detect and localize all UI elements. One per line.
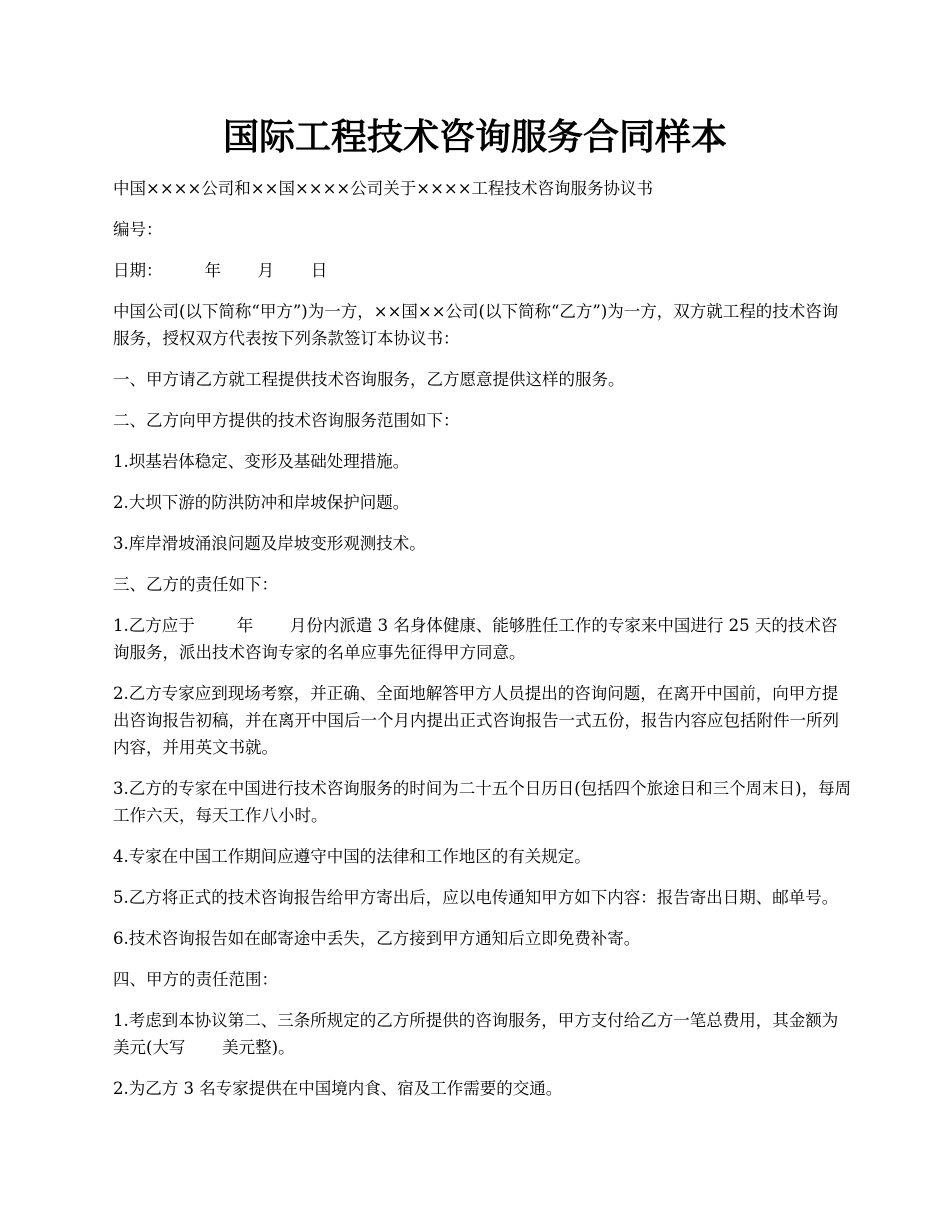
article-2-item-1: 1.坝基岩体稳定、变形及基础处理措施。	[113, 452, 410, 471]
article-1: 一、甲方请乙方就工程提供技术咨询服务，乙方愿意提供这样的服务。	[113, 370, 625, 389]
contract-date: 日期： 年 月 日	[113, 261, 328, 280]
article-3-heading: 三、乙方的责任如下：	[113, 575, 278, 594]
article-4-heading: 四、甲方的责任范围：	[113, 970, 278, 989]
article-4-item-2: 2.为乙方 3 名专家提供在中国境内食、宿及工作需要的交通。	[113, 1079, 563, 1098]
agreement-heading: 中国××××公司和××国××××公司关于××××工程技术咨询服务协议书	[113, 179, 654, 198]
document-title: 国际工程技术咨询服务合同样本	[222, 116, 727, 158]
article-3-item-5: 5.乙方将正式的技术咨询报告给甲方寄出后，应以电传通知甲方如下内容：报告寄出日期、邮单号。	[113, 888, 839, 907]
contract-number: 编号：	[113, 220, 163, 239]
article-3-item-6: 6.技术咨询报告如在邮寄途中丢失，乙方接到甲方通知后立即免费补寄。	[113, 929, 641, 948]
document-body	[113, 175, 875, 1116]
article-3-item-3: 3.乙方的专家在中国进行技术咨询服务的时间为二十五个日历日(包括四个旅途日和三个周末日)，每周工作六天，每天工作八小时。	[113, 779, 852, 825]
article-2-item-2: 2.大坝下游的防洪防冲和岸坡保护问题。	[113, 493, 410, 512]
article-4-item-1: 1.考虑到本协议第二、三条所规定的乙方所提供的咨询服务，甲方支付给乙方一笔总费用，其金额为 美元(大写 美元整)。	[113, 1011, 875, 1057]
article-2-item-3: 3.库岸滑坡涌浪问题及岸坡变形观测技术。	[113, 534, 426, 553]
preamble: 中国公司(以下简称“甲方”)为一方，××国××公司(以下简称“乙方”)为一方，双方就工程的技术咨询服务，授权双方代表按下列条款签订本协议书：	[113, 302, 839, 348]
article-3-item-1: 1.乙方应于 年 月份内派遣 3 名身体健康、能够胜任工作的专家来中国进行 25 天的技术咨询服务，派出技术咨询专家的名单应事先征得甲方同意。	[113, 616, 838, 662]
article-3-item-2: 2.乙方专家应到现场考察，并正确、全面地解答甲方人员提出的咨询问题，在离开中国前，向甲方提出咨询报告初稿，并在离开中国后一个月内提出正式咨询报告一式五份，报告内容应包括附件一所列内容，并用英文书就。	[113, 684, 839, 757]
article-2-heading: 二、乙方向甲方提供的技术咨询服务范围如下：	[113, 411, 460, 430]
article-3-item-4: 4.专家在中国工作期间应遵守中国的法律和工作地区的有关规定。	[113, 847, 591, 866]
